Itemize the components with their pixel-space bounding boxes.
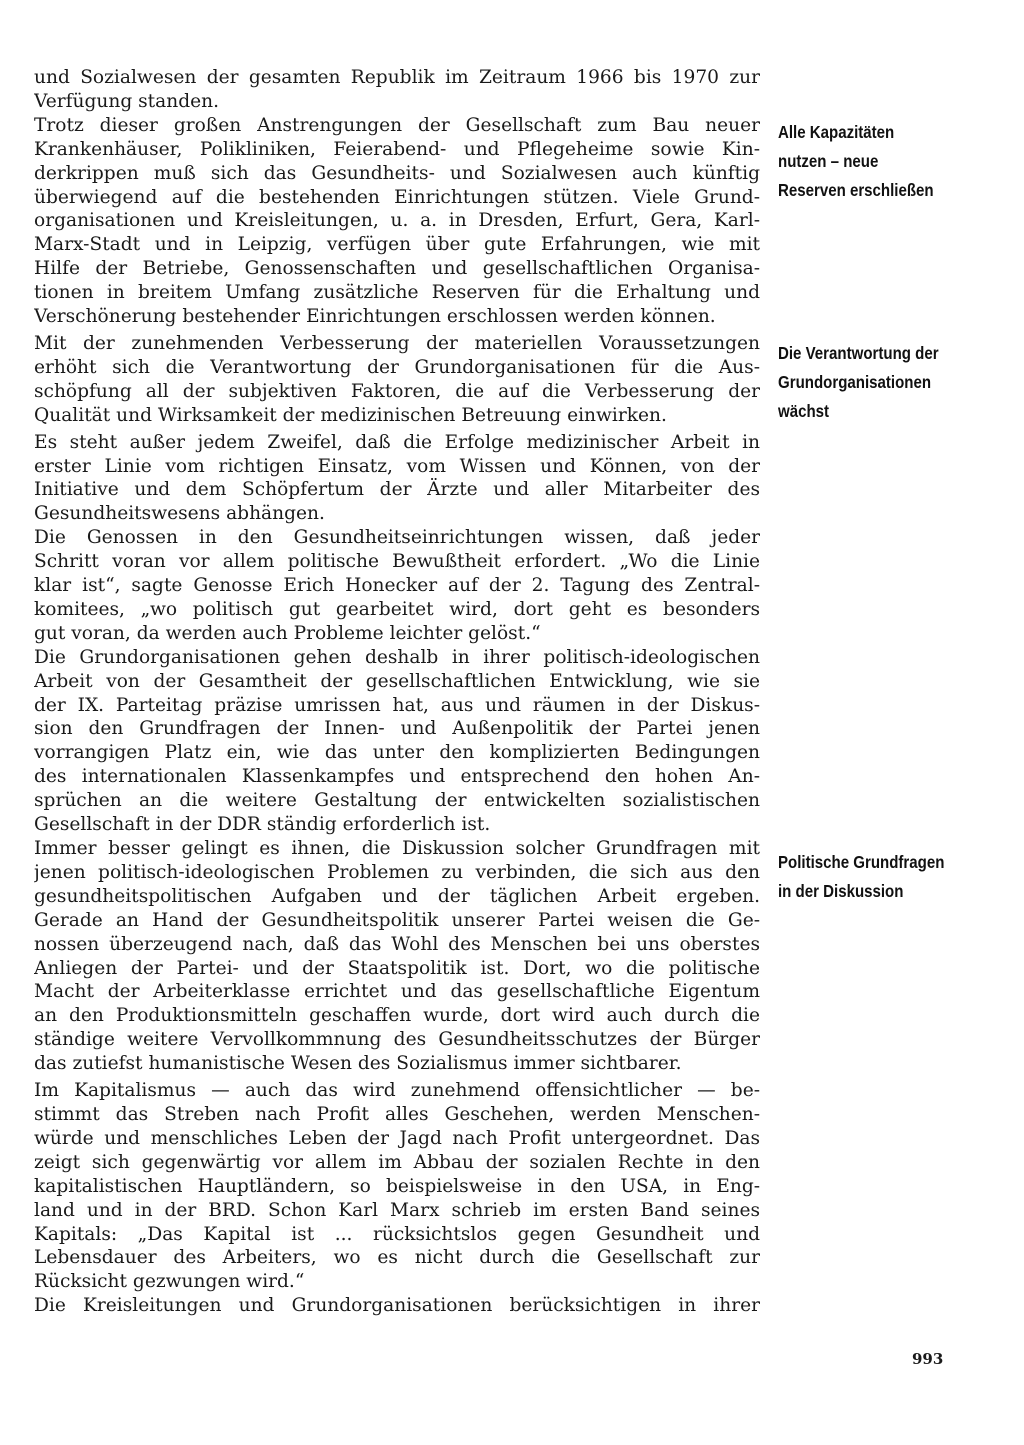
text-line: Trotz dieser großen Anstrengungen der Gesellschaft zum Bau neuer	[34, 114, 760, 136]
sidenote-line: Alle Kapazitäten	[778, 122, 895, 142]
text-line: schöpfung all der subjektiven Faktoren, die auf die Verbesserung der	[34, 380, 760, 402]
paragraph	[34, 646, 760, 837]
text-line: land und in der BRD. Schon Karl Marx schrieb im ersten Band seines	[34, 1199, 760, 1221]
paragraph	[34, 66, 760, 114]
text-line: Verschönerung bestehender Einrichtungen erschlossen werden können.	[34, 306, 716, 328]
text-line: an den Produktionsmitteln geschaffen wurde, dort wird auch durch die	[34, 1005, 760, 1027]
text-line: Verfügung standen.	[34, 90, 220, 112]
paragraph	[34, 431, 760, 527]
paragraph	[34, 837, 760, 1076]
paragraph	[34, 1294, 760, 1318]
sidenote-line: Grundorganisationen	[778, 372, 932, 392]
sidenote-political-questions	[778, 848, 967, 906]
text-line: Kapitals: „Das Kapital ist ... rücksichtslos gegen Gesundheit und	[34, 1223, 760, 1245]
text-line: Macht der Arbeiterklasse errichtet und das gesellschaftliche Eigentum	[34, 981, 760, 1003]
text-line: organisationen und Kreisleitungen, u. a. in Dresden, Erfurt, Gera, Karl-	[34, 210, 760, 232]
text-line: erster Linie vom richtigen Einsatz, vom Wissen und Können, von der	[34, 455, 760, 477]
text-line: der IX. Parteitag präzise umrissen hat, aus und räumen in der Diskus-	[34, 694, 760, 716]
text-line: gesundheitspolitischen Aufgaben und der täglichen Arbeit ergeben.	[34, 885, 760, 907]
text-line: das zutiefst humanistische Wesen des Sozialismus immer sichtbarer.	[34, 1053, 682, 1075]
sidenote-capacities	[778, 118, 967, 205]
text-line: derkrippen muß sich das Gesundheits- und Sozialwesen auch künftig	[34, 162, 760, 184]
text-line: des internationalen Klassenkampfes und entsprechend den hohen An-	[34, 766, 760, 788]
sidenote-line: wächst	[778, 401, 830, 421]
text-line: Rücksicht gezwungen wird.“	[34, 1271, 305, 1293]
text-line: würde und menschliches Leben der Jagd nach Profit untergeordnet. Das	[34, 1127, 760, 1149]
text-line: Hilfe der Betriebe, Genossenschaften und gesellschaftlichen Organisa-	[34, 258, 760, 280]
paragraph	[34, 526, 760, 646]
text-line: Gesundheitswesens abhängen.	[34, 503, 325, 525]
paragraph	[34, 1079, 760, 1294]
text-line: erhöht sich die Verantwortung der Grundorganisationen für die Aus-	[34, 356, 760, 378]
text-line: vorrangigen Platz ein, wie das unter den komplizierten Bedingungen	[34, 742, 760, 764]
paragraph	[34, 332, 760, 428]
text-line: überwiegend auf die bestehenden Einrichtungen stützen. Viele Grund-	[34, 186, 760, 208]
text-line: Krankenhäuser, Polikliniken, Feierabend- und Pflegeheime sowie Kin-	[34, 138, 760, 160]
text-line: zeigt sich gegenwärtig vor allem im Abbau der sozialen Rechte in den	[34, 1151, 760, 1173]
text-line: Die Kreisleitungen und Grundorganisationen berücksichtigen in ihrer	[34, 1295, 760, 1317]
sidenote-line: Politische Grundfragen	[778, 852, 945, 872]
text-line: Arbeit von der Gesamtheit der gesellschaftlichen Entwicklung, wie sie	[34, 670, 760, 692]
text-line: tionen in breitem Umfang zusätzliche Reserven für die Erhaltung und	[34, 282, 760, 304]
sidenote-line: Reserven erschließen	[778, 180, 934, 200]
text-line: Gerade an Hand der Gesundheitspolitik unserer Partei weisen die Ge-	[34, 909, 760, 931]
text-line: Anliegen der Partei- und der Staatspolitik ist. Dort, wo die politische	[34, 957, 760, 979]
text-line: gut voran, da werden auch Probleme leichter gelöst.“	[34, 622, 541, 644]
text-line: Die Genossen in den Gesundheitseinrichtungen wissen, daß jeder	[34, 527, 760, 549]
text-line: sprüchen an die weitere Gestaltung der entwickelten sozialistischen	[34, 790, 760, 812]
text-line: Gesellschaft in der DDR ständig erforderlich ist.	[34, 814, 491, 836]
text-line: sion den Grundfragen der Innen- und Außenpolitik der Partei jenen	[34, 718, 760, 740]
text-line: Die Grundorganisationen gehen deshalb in ihrer politisch-ideologischen	[34, 646, 760, 668]
text-line: Im Kapitalismus — auch das wird zunehmend offensichtlicher — be-	[34, 1080, 760, 1102]
text-line: Es steht außer jedem Zweifel, daß die Erfolge medizinischer Arbeit in	[34, 431, 760, 453]
page-number: 993	[912, 1350, 944, 1368]
text-line: Initiative und dem Schöpfertum der Ärzte und aller Mitarbeiter des	[34, 479, 760, 501]
text-line: ständige weitere Vervollkommnung des Gesundheitsschutzes der Bürger	[34, 1029, 760, 1051]
sidenote-line: Die Verantwortung der	[778, 343, 939, 363]
sidenote-responsibility	[778, 339, 967, 426]
text-line: Mit der zunehmenden Verbesserung der materiellen Voraussetzungen	[34, 332, 760, 354]
text-line: nossen überzeugend nach, daß das Wohl des Menschen bei uns oberstes	[34, 933, 760, 955]
text-line: jenen politisch-ideologischen Problemen zu verbinden, die sich aus den	[34, 861, 760, 883]
body-text	[34, 66, 760, 1318]
text-line: komitees, „wo politisch gut gearbeitet wird, dort geht es besonders	[34, 598, 760, 620]
text-line: Schritt voran vor allem politische Bewußtheit erfordert. „Wo die Linie	[34, 551, 760, 573]
text-line: und Sozialwesen der gesamten Republik im Zeitraum 1966 bis 1970 zur	[34, 67, 760, 88]
text-line: kapitalistischen Hauptländern, so beispielsweise in den USA, in Eng-	[34, 1175, 760, 1197]
text-line: klar ist“, sagte Genosse Erich Honecker auf der 2. Tagung des Zentral-	[34, 575, 760, 597]
sidenote-line: nutzen – neue	[778, 151, 879, 171]
text-line: Immer besser gelingt es ihnen, die Diskussion solcher Grundfragen mit	[34, 838, 760, 859]
sidenote-line: in der Diskussion	[778, 881, 904, 901]
text-line: Marx-Stadt und in Leipzig, verfügen über gute Erfahrungen, wie mit	[34, 234, 760, 256]
paragraph	[34, 114, 760, 329]
text-line: Qualität und Wirksamkeit der medizinischen Betreuung einwirken.	[34, 404, 667, 426]
text-line: stimmt das Streben nach Profit alles Geschehen, werden Menschen-	[34, 1103, 760, 1125]
text-line: Lebensdauer des Arbeiters, wo es nicht durch die Gesellschaft zur	[34, 1247, 760, 1269]
